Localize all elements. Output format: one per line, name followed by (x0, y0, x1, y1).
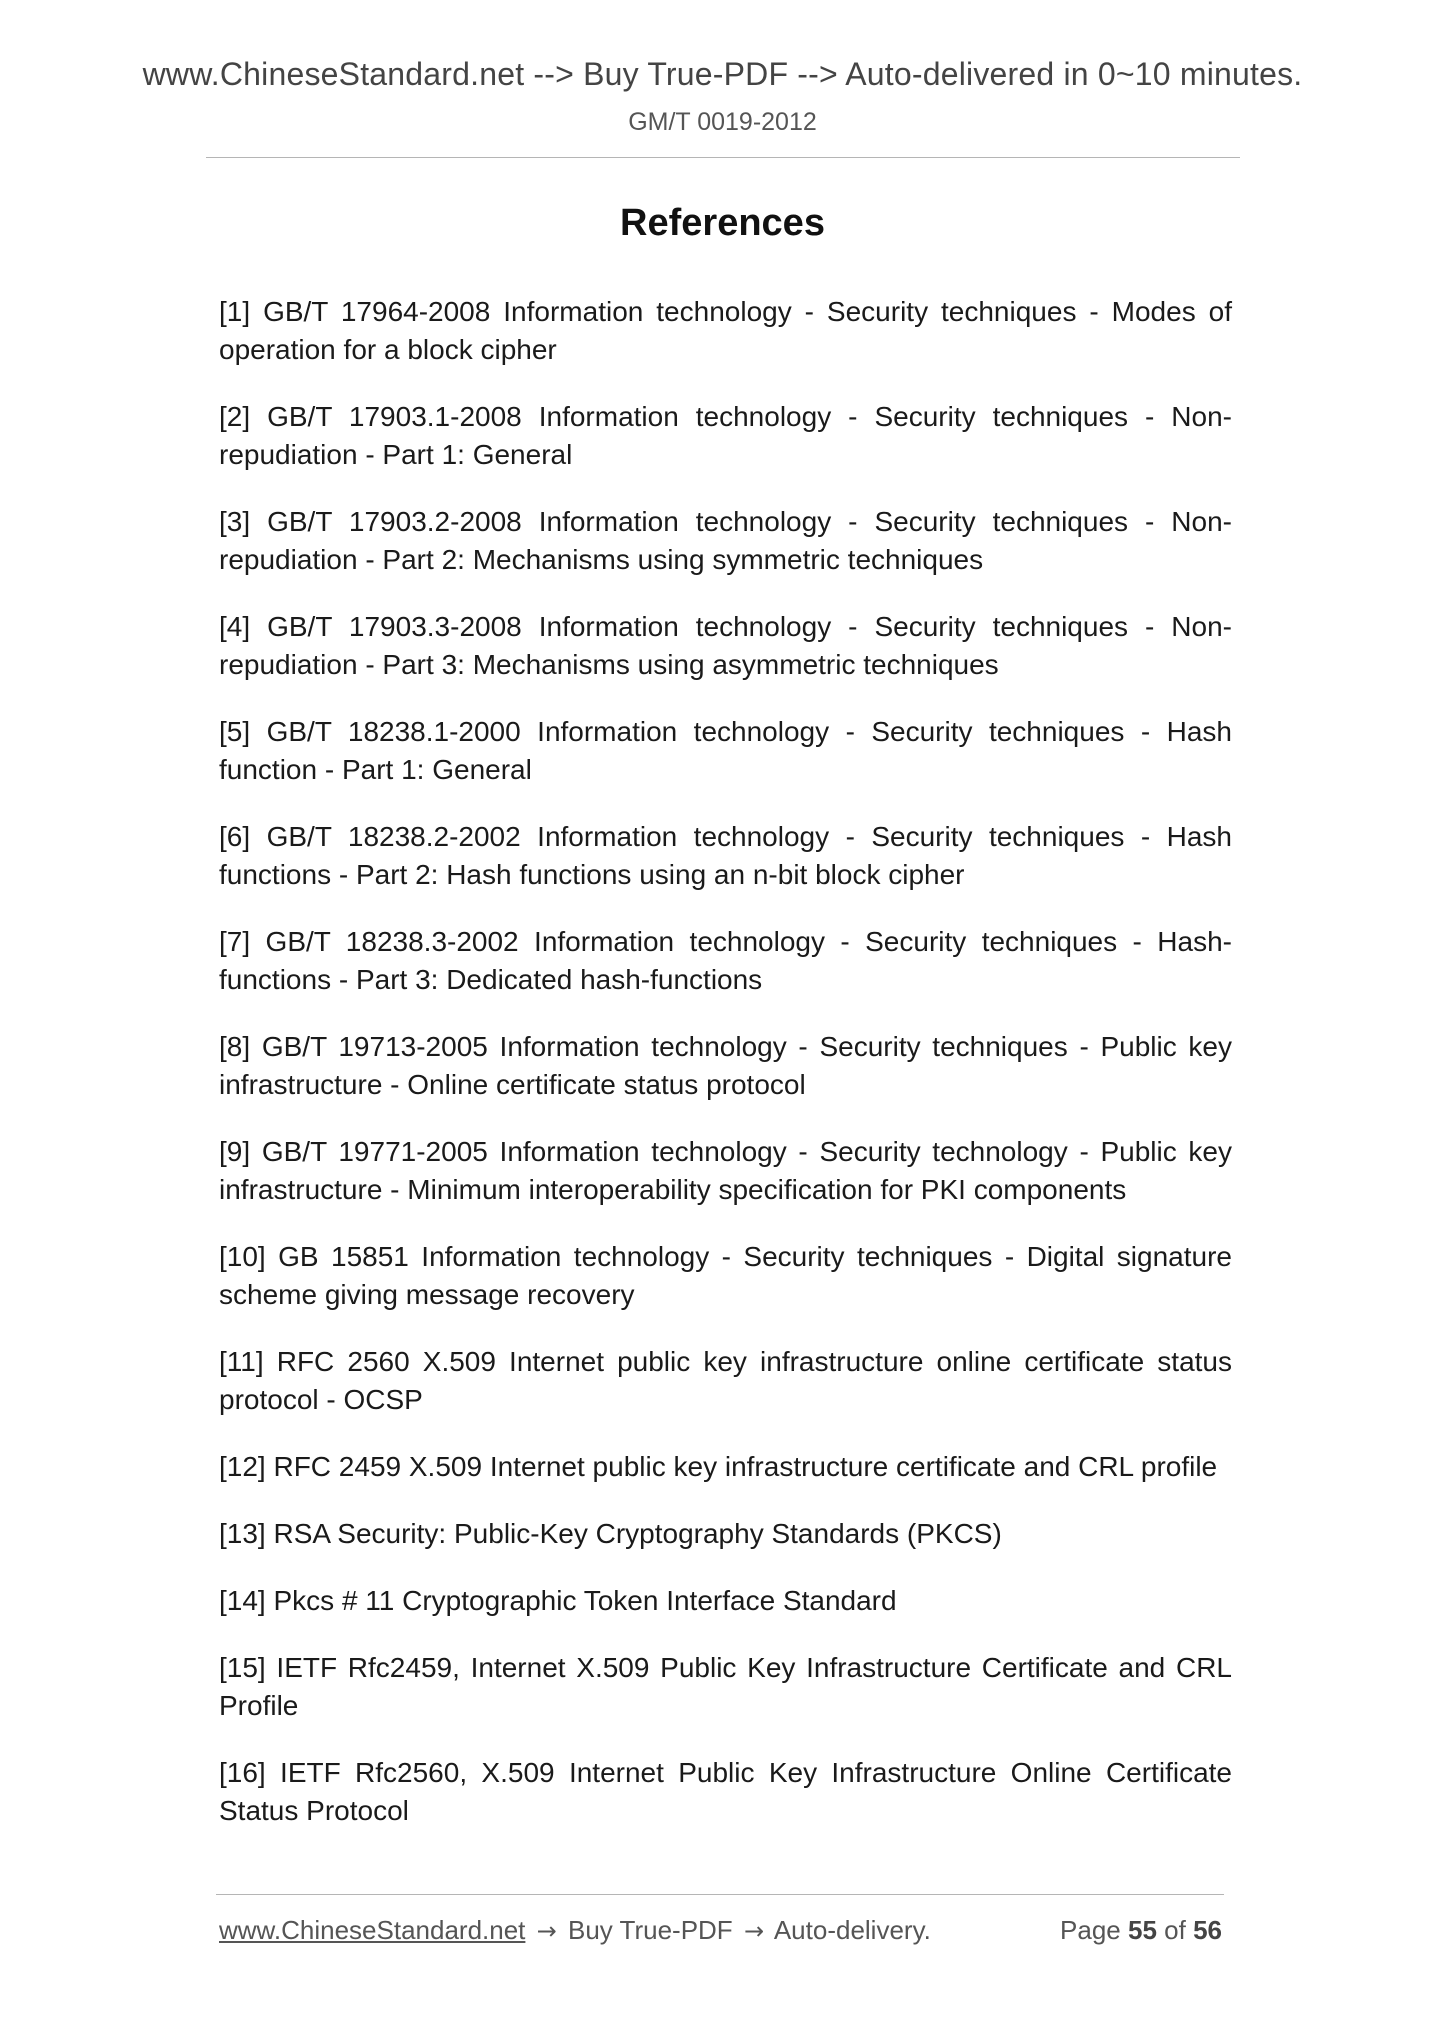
reference-item: [3] GB/T 17903.2-2008 Information technology - Security techniques - Non-repudiation - Part 2: Mechanisms using symmetric techniques (219, 506, 1232, 575)
reference-item: [11] RFC 2560 X.509 Internet public key infrastructure online certificate status protocol - OCSP (219, 1346, 1232, 1415)
reference-item: [2] GB/T 17903.1-2008 Information technology - Security techniques - Non-repudiation - Part 1: General (219, 401, 1232, 470)
reference-item: [15] IETF Rfc2459, Internet X.509 Public Key Infrastructure Certificate and CRL Profile (219, 1652, 1232, 1721)
references-list (219, 293, 1232, 1859)
header-banner: www.ChineseStandard.net --> Buy True-PDF --> Auto-delivered in 0~10 minutes. (142, 56, 1303, 92)
reference-item: [12] RFC 2459 X.509 Internet public key infrastructure certificate and CRL profile (219, 1451, 1218, 1482)
right-arrow-icon: → (536, 1917, 557, 1945)
reference-item: [4] GB/T 17903.3-2008 Information technology - Security techniques - Non-repudiation - Part 3: Mechanisms using asymmetric techniques (219, 611, 1232, 680)
right-arrow-icon: → (743, 1917, 765, 1945)
page-label: Page (1060, 1915, 1121, 1945)
delivery-text: Auto-delivery. (773, 1915, 931, 1945)
reference-item: [14] Pkcs # 11 Cryptographic Token Interface Standard (219, 1585, 897, 1616)
reference-item: [7] GB/T 18238.3-2002 Information technology - Security techniques - Hash-functions - Part 3: Dedicated hash-functions (219, 926, 1232, 995)
page-current: 55 (1128, 1915, 1157, 1945)
reference-item: [1] GB/T 17964-2008 Information technology - Security techniques - Modes of operation for a block cipher (219, 296, 1232, 365)
reference-item: [6] GB/T 18238.2-2002 Information technology - Security techniques - Hash functions - Part 2: Hash functions using an n-bit block cipher (219, 821, 1232, 890)
header-divider (206, 157, 1240, 158)
site-link[interactable]: www.ChineseStandard.net (219, 1915, 526, 1945)
standard-code: GM/T 0019-2012 (628, 108, 817, 136)
buy-text: Buy True-PDF (567, 1915, 733, 1945)
reference-item: [13] RSA Security: Public-Key Cryptography Standards (PKCS) (219, 1518, 1002, 1549)
footer-divider (216, 1894, 1224, 1895)
footer-left (219, 1915, 931, 1946)
reference-item: [10] GB 15851 Information technology - Security techniques - Digital signature scheme giving message recovery (219, 1241, 1232, 1310)
reference-item: [16] IETF Rfc2560, X.509 Internet Public Key Infrastructure Online Certificate Status Protocol (219, 1757, 1232, 1826)
page-title: References (620, 202, 825, 244)
page-footer (219, 1915, 1222, 1951)
page-of: of (1164, 1915, 1186, 1945)
reference-item: [9] GB/T 19771-2005 Information technology - Security technology - Public key infrastructure - Minimum interoperability specification for PKI components (219, 1136, 1232, 1205)
page-number (1060, 1915, 1222, 1946)
reference-item: [5] GB/T 18238.1-2000 Information technology - Security techniques - Hash function - Part 1: General (219, 716, 1232, 785)
reference-item: [8] GB/T 19713-2005 Information technology - Security techniques - Public key infrastructure - Online certificate status protocol (219, 1031, 1232, 1100)
page-total: 56 (1193, 1915, 1222, 1945)
